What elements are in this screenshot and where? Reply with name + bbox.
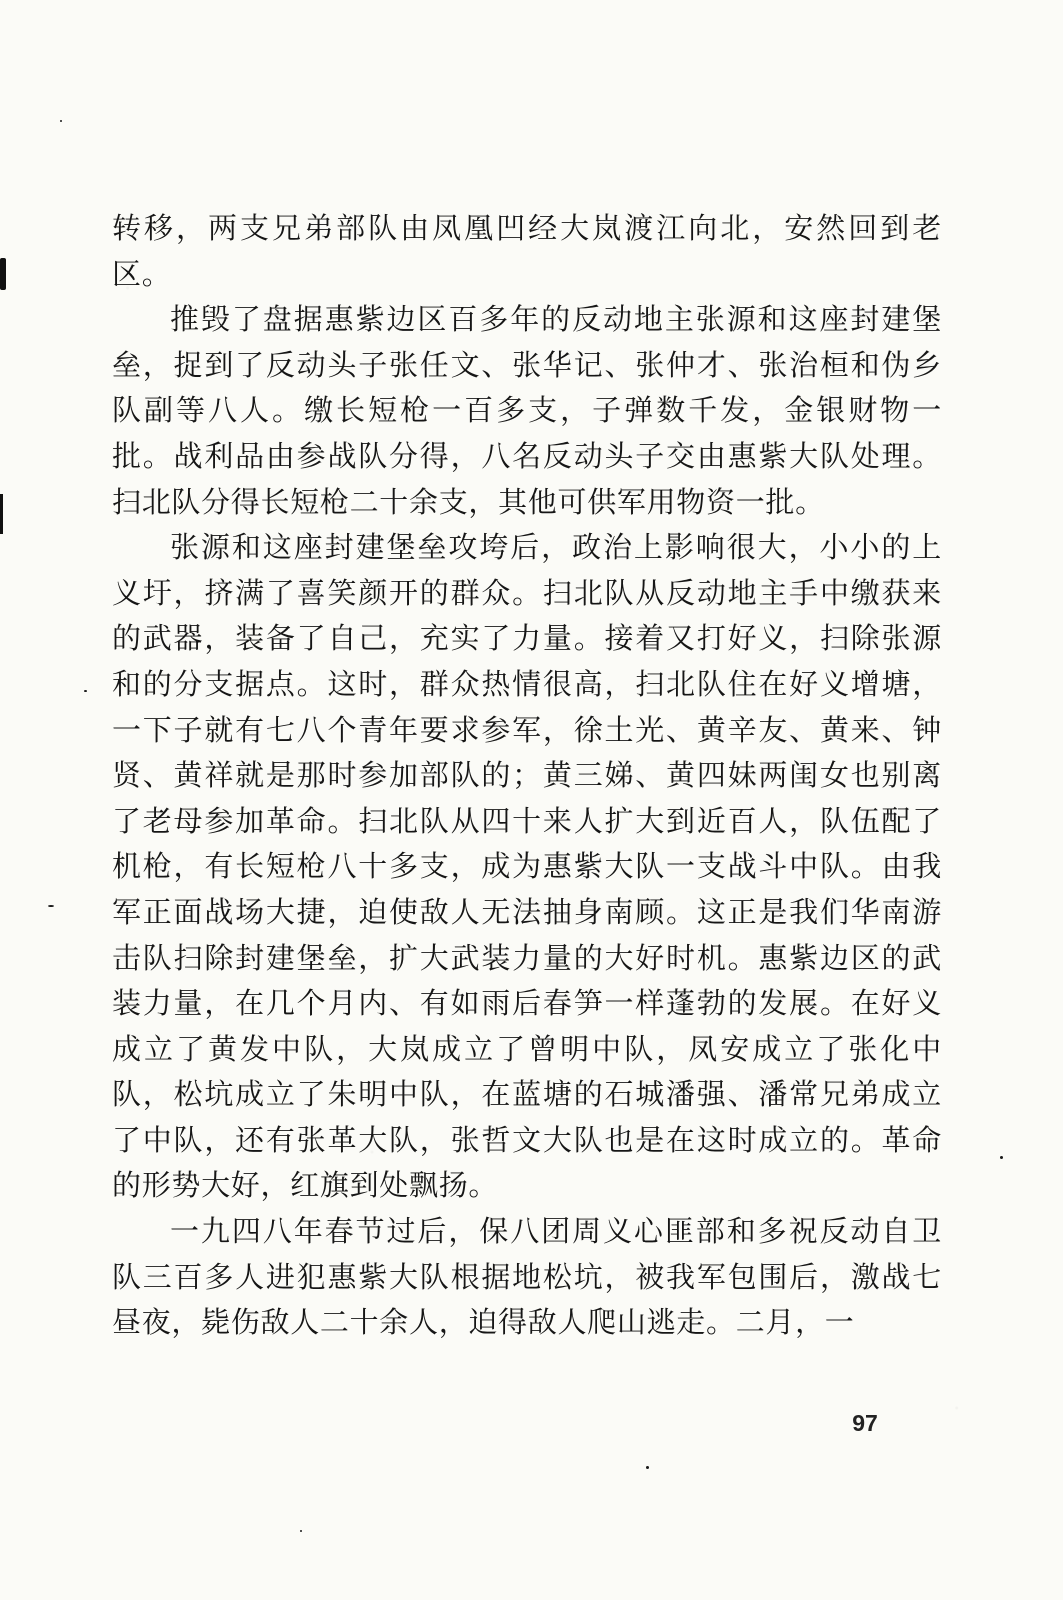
- paragraph-1: 转移，两支兄弟部队由凤凰凹经大岚渡江向北，安然回到老区。: [112, 211, 942, 291]
- scan-speck: [646, 1466, 649, 1469]
- page-number: 97: [852, 1410, 878, 1436]
- paragraph-2: 推毁了盘据惠紫边区百多年的反动地主张源和这座封建堡垒，捉到了反动头子张任文、张华记、张仲才、张治桓和伪乡队副等八人。缴长短枪一百多支，子弹数千发，金银财物一批。战利品由参战队分得，八名反动头子交由惠紫大队处理。扫北队分得长短枪二十余支，其他可供军用物资一批。: [112, 302, 942, 519]
- paragraph-3: 张源和这座封建堡垒攻垮后，政治上影响很大，小小的上义圩，挤满了喜笑颜开的群众。扫北队从反动地主手中缴获来的武器，装备了自己，充实了力量。接着又打好义，扫除张源和的分支据点。这时，群众热情很高，扫北队住在好义增塘，一下子就有七八个青年要求参军，徐土光、黄辛友、黄来、钟贤、黄祥就是那时参加部队的；黄三娣、黄四妹两闺女也别离了老母参加革命。扫北队从四十来人扩大到近百人，队伍配了机枪，有长短枪八十多支，成为惠紫大队一支战斗中队。由我军正面战场大捷，迫使敌人无法抽身南顾。这正是我们华南游击队扫除封建堡垒，扩大武装力量的大好时机。惠紫边区的武装力量，在几个月内、有如雨后春笋一样蓬勃的发展。在好义成立了黄发中队，大岚成立了曾明中队，凤安成立了张化中队，松坑成立了朱明中队，在蓝塘的石城潘强、潘常兄弟成立了中队，还有张革大队，张哲文大队也是在这时成立的。革命的形势大好，红旗到处飘扬。: [112, 530, 942, 1203]
- scan-speck: [48, 905, 54, 907]
- scan-speck: [60, 120, 62, 122]
- paragraph-4: 一九四八年春节过后，保八团周义心匪部和多祝反动自卫队三百多人进犯惠紫大队根据地松坑，被我军包围后，激战七昼夜，毙伤敌人二十余人，迫得敌人爬山逃走。二月，一: [112, 1214, 942, 1340]
- left-edge-scan-mark: [0, 258, 6, 290]
- scan-speck: [300, 1530, 302, 1532]
- body-text: [112, 206, 942, 1346]
- scan-speck: [84, 690, 87, 692]
- left-edge-scan-mark-2: [0, 494, 3, 534]
- scan-speck: [1000, 1156, 1003, 1159]
